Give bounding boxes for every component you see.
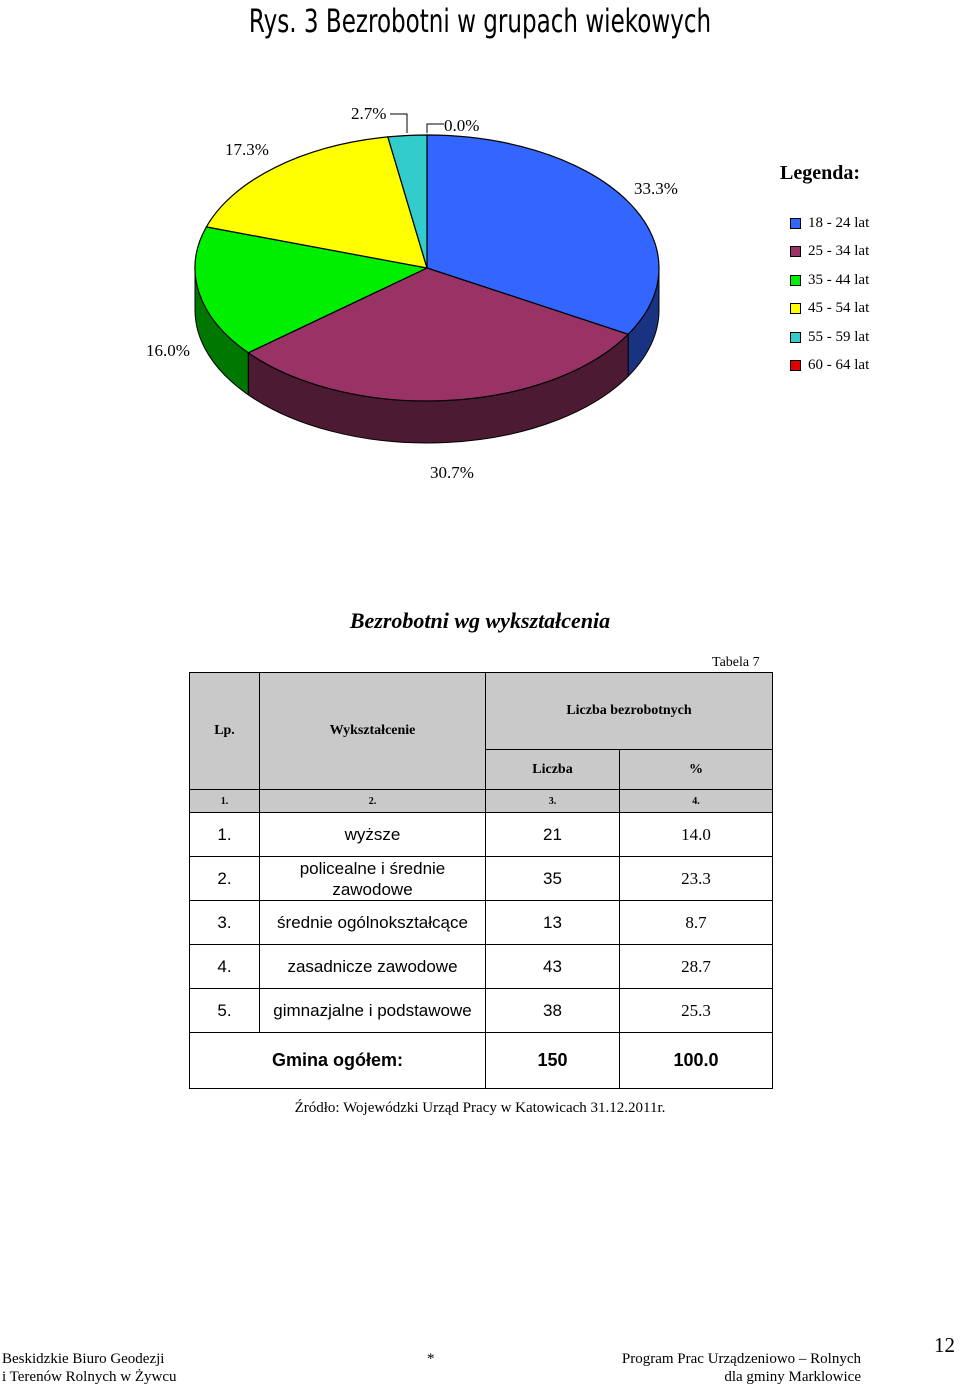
pie-label-25-34: 30.7% [430, 463, 474, 482]
table-row [190, 813, 773, 857]
table-row [190, 857, 773, 901]
cell-lp: 3. [190, 901, 260, 945]
footer-left-line1: Beskidzkie Biuro Geodezji [2, 1351, 165, 1367]
cell-lp: 5. [190, 989, 260, 1033]
footer-right-line2: dla gminy Marklowice [724, 1369, 861, 1385]
pie-label-60-64: 0.0% [444, 116, 480, 135]
legend-label: 18 - 24 lat [808, 215, 870, 231]
cell-education: średnie ogólnokształcące [260, 901, 486, 945]
education-table [189, 672, 773, 1089]
footer-middle: * [427, 1351, 435, 1367]
cell-count: 21 [486, 813, 620, 857]
cell-lp: 2. [190, 857, 260, 901]
header-percent: % [620, 750, 773, 790]
cell-lp: 1. [190, 813, 260, 857]
header-count: Liczba [486, 750, 620, 790]
cell-percent: 28.7 [620, 945, 773, 989]
column-number: 4. [620, 790, 773, 813]
cell-count: 43 [486, 945, 620, 989]
legend-swatch [790, 246, 801, 257]
pie-label-35-44: 16.0% [146, 341, 190, 360]
legend-swatch [790, 303, 801, 314]
cell-education: zasadnicze zawodowe [260, 945, 486, 989]
legend-swatch [790, 275, 801, 286]
column-number: 2. [260, 790, 486, 813]
leader-line-55-59 [390, 114, 407, 133]
cell-count: 38 [486, 989, 620, 1033]
chart-title: Rys. 3 Bezrobotni w grupach wiekowych [248, 2, 712, 40]
column-number: 3. [486, 790, 620, 813]
table-row [190, 989, 773, 1033]
pie-label-18-24: 33.3% [634, 179, 678, 198]
cell-education: wyższe [260, 813, 486, 857]
header-count-group: Liczba bezrobotnych [486, 673, 773, 750]
table-row [190, 945, 773, 989]
legend-swatch [790, 360, 801, 371]
legend-title: Legenda: [780, 162, 860, 184]
cell-count: 13 [486, 901, 620, 945]
cell-percent: 14.0 [620, 813, 773, 857]
footer-left-line2: i Terenów Rolnych w Żywcu [2, 1369, 177, 1385]
legend-swatch [790, 332, 801, 343]
cell-percent: 8.7 [620, 901, 773, 945]
legend-label: 60 - 64 lat [808, 357, 870, 373]
section-title: Bezrobotni wg wykształcenia [349, 608, 611, 633]
legend-label: 35 - 44 lat [808, 272, 870, 288]
footer-right-line1: Program Prac Urządzeniowo – Rolnych [621, 1351, 861, 1367]
legend-label: 45 - 54 lat [808, 300, 870, 316]
pie-label-55-59: 2.7% [351, 104, 387, 123]
total-row [190, 1033, 773, 1089]
cell-count: 35 [486, 857, 620, 901]
header-lp: Lp. [190, 673, 260, 790]
table-label: Tabela 7 [712, 655, 760, 670]
column-number: 1. [190, 790, 260, 813]
page-number: 12 [934, 1333, 955, 1357]
legend-label: 55 - 59 lat [808, 329, 870, 345]
source-note: Źródło: Wojewódzki Urząd Pracy w Katowicach 31.12.2011r. [294, 1100, 666, 1116]
cell-percent: 23.3 [620, 857, 773, 901]
footer-left [2, 1350, 176, 1386]
cell-lp: 4. [190, 945, 260, 989]
header-education: Wykształcenie [260, 673, 486, 790]
footer-right [620, 1350, 861, 1386]
leader-line-60-64 [427, 124, 444, 133]
cell-education: policealne i średnie zawodowe [260, 857, 486, 901]
cell-percent: 25.3 [620, 989, 773, 1033]
total-label: Gmina ogółem: [190, 1033, 486, 1089]
total-count: 150 [486, 1033, 620, 1089]
legend-swatch [790, 218, 801, 229]
legend-label: 25 - 34 lat [808, 243, 870, 259]
pie-label-45-54: 17.3% [225, 140, 269, 159]
cell-education: gimnazjalne i podstawowe [260, 989, 486, 1033]
table-row [190, 901, 773, 945]
total-percent: 100.0 [620, 1033, 773, 1089]
